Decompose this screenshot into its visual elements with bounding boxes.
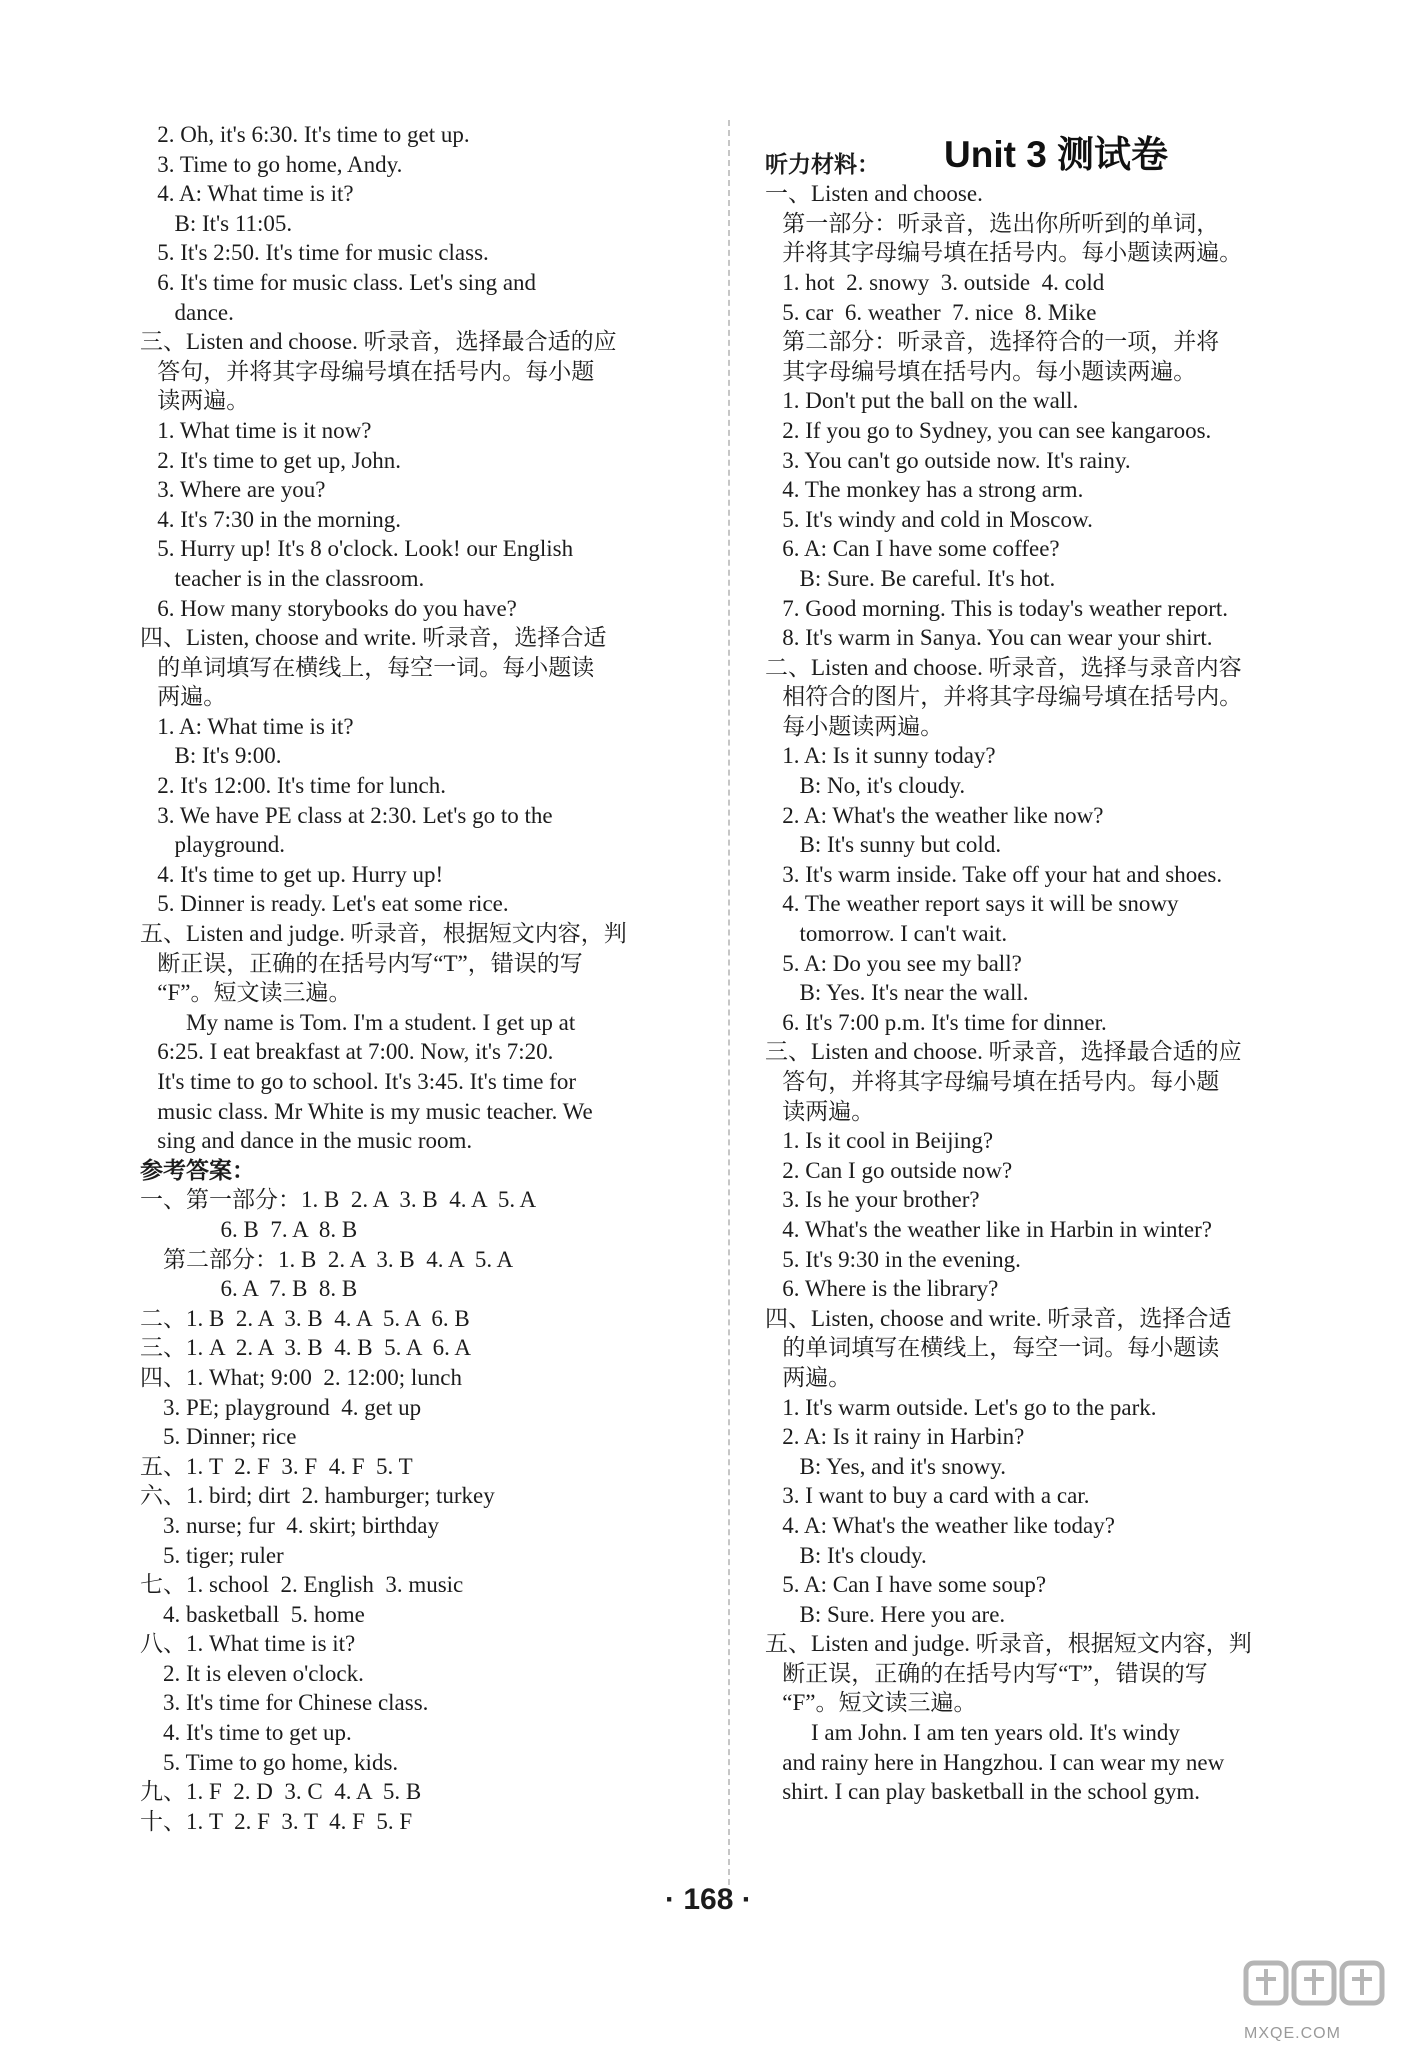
text-line: 3. nurse; fur 4. skirt; birthday: [140, 1512, 439, 1538]
text-line: 6. B 7. A 8. B: [140, 1216, 358, 1242]
text-line: My name is Tom. I'm a student. I get up at: [140, 1009, 576, 1035]
text-line: “F”。短文读三遍。: [765, 1690, 977, 1716]
text-line: 4. basketball 5. home: [140, 1601, 365, 1627]
text-line: 三、Listen and choose. 听录音，选择最合适的应: [140, 329, 617, 355]
text-line: 相符合的图片，并将其字母编号填在括号内。: [765, 684, 1243, 710]
text-line: 读两遍。: [140, 388, 250, 414]
text-line: I am John. I am ten years old. It's windy: [765, 1720, 1180, 1746]
text-line: 6. It's 7:00 p.m. It's time for dinner.: [765, 1009, 1107, 1035]
text-line: 5. It's 9:30 in the evening.: [765, 1246, 1021, 1272]
text-line: 读两遍。: [765, 1098, 875, 1124]
text-line: 2. It's 12:00. It's time for lunch.: [140, 773, 446, 799]
text-line: 九、1. F 2. D 3. C 4. A 5. B: [140, 1779, 422, 1805]
text-line: 5. Dinner is ready. Let's eat some rice.: [140, 891, 509, 917]
text-line: 1. hot 2. snowy 3. outside 4. cold: [765, 269, 1105, 295]
text-line: 6:25. I eat breakfast at 7:00. Now, it's 7:20.: [140, 1039, 554, 1065]
text-line: B: It's cloudy.: [765, 1542, 927, 1568]
text-line: 1. A: What time is it?: [140, 713, 354, 739]
text-line: 5. It's windy and cold in Moscow.: [765, 506, 1093, 532]
text-line: 2. Can I go outside now?: [765, 1157, 1013, 1183]
text-line: 三、Listen and choose. 听录音，选择最合适的应: [765, 1039, 1242, 1065]
text-line: 3. I want to buy a card with a car.: [765, 1483, 1090, 1509]
text-line: 1. Is it cool in Beijing?: [765, 1128, 994, 1154]
text-line: 听力材料：: [765, 151, 880, 177]
text-line: 答句，并将其字母编号填在括号内。每小题: [140, 358, 595, 384]
text-line: 1. What time is it now?: [140, 417, 372, 443]
text-line: 3. Time to go home, Andy.: [140, 151, 403, 177]
text-line: B: It's 9:00.: [140, 743, 282, 769]
text-line: tomorrow. I can't wait.: [765, 921, 1008, 947]
text-line: B: Sure. Here you are.: [765, 1601, 1006, 1627]
text-line: 6. A 7. B 8. B: [140, 1276, 358, 1302]
text-line: 4. It's 7:30 in the morning.: [140, 506, 401, 532]
text-line: 1. It's warm outside. Let's go to the park.: [765, 1394, 1157, 1420]
text-line: 3. We have PE class at 2:30. Let's go to the: [140, 802, 553, 828]
text-line: 4. The monkey has a strong arm.: [765, 477, 1084, 503]
text-line: 一、Listen and choose.: [765, 181, 983, 207]
text-line: 每小题读两遍。: [765, 713, 944, 739]
text-line: 6. How many storybooks do you have?: [140, 595, 517, 621]
text-line: 其字母编号填在括号内。每小题读两遍。: [765, 358, 1197, 384]
text-line: 答句，并将其字母编号填在括号内。每小题: [765, 1069, 1220, 1094]
text-line: 5. tiger; ruler: [140, 1542, 284, 1568]
text-line: B: Yes. It's near the wall.: [765, 980, 1029, 1006]
text-line: 4. It's time to get up. Hurry up!: [140, 861, 444, 887]
text-line: 5. It's 2:50. It's time for music class.: [140, 240, 489, 266]
text-line: 四、Listen, choose and write. 听录音，选择合适: [140, 625, 607, 651]
text-line: 第二部分：听录音，选择符合的一项，并将: [765, 329, 1220, 355]
text-line: 2. It's time to get up, John.: [140, 447, 401, 473]
text-line: B: Sure. Be careful. It's hot.: [765, 565, 1056, 591]
text-line: 八、1. What time is it?: [140, 1631, 356, 1657]
text-line: 并将其字母编号填在括号内。每小题读两遍。: [765, 240, 1243, 266]
text-line: 6. A: Can I have some coffee?: [765, 536, 1060, 562]
text-line: 5. Time to go home, kids.: [140, 1749, 399, 1775]
text-line: 2. It is eleven o'clock.: [140, 1660, 364, 1686]
text-line: B: Yes, and it's snowy.: [765, 1453, 1006, 1479]
text-line: 4. What's the weather like in Harbin in winter?: [765, 1216, 1212, 1242]
text-line: 参考答案：: [140, 1157, 255, 1183]
text-line: B: It's 11:05.: [140, 210, 293, 236]
text-line: 2. A: What's the weather like now?: [765, 802, 1104, 828]
text-line: 5. car 6. weather 7. nice 8. Mike: [765, 299, 1097, 325]
text-line: 4. A: What time is it?: [140, 181, 354, 207]
text-line: B: It's sunny but cold.: [765, 832, 1002, 858]
watermark-text: MXQE.COM: [1244, 2025, 1341, 2042]
text-line: 四、Listen, choose and write. 听录音，选择合适: [765, 1305, 1232, 1331]
text-line: 5. A: Can I have some soup?: [765, 1572, 1047, 1598]
text-line: 7. Good morning. This is today's weather report.: [765, 595, 1229, 621]
text-line: 2. If you go to Sydney, you can see kangaroos.: [765, 417, 1212, 443]
text-line: 3. PE; playground 4. get up: [140, 1394, 422, 1420]
text-line: 5. Dinner; rice: [140, 1424, 297, 1450]
text-line: 五、1. T 2. F 3. F 4. F 5. T: [140, 1453, 413, 1479]
text-line: 4. It's time to get up.: [140, 1720, 352, 1746]
text-line: 第一部分：听录音，选出你所听到的单词，: [765, 210, 1220, 236]
text-line: 六、1. bird; dirt 2. hamburger; turkey: [140, 1483, 495, 1509]
text-line: 四、1. What; 9:00 2. 12:00; lunch: [140, 1364, 462, 1390]
text-line: [765, 120, 1340, 150]
text-line: 3. You can't go outside now. It's rainy.: [765, 447, 1131, 473]
text-line: teacher is in the classroom.: [140, 565, 425, 591]
text-line: 一、第一部分：1. B 2. A 3. B 4. A 5. A: [140, 1187, 537, 1213]
text-line: 6. It's time for music class. Let's sing and: [140, 269, 537, 295]
text-line: 断正误，正确的在括号内写“T”，错误的写: [140, 950, 583, 976]
text-line: 3. Where are you?: [140, 477, 326, 503]
text-line: 3. It's warm inside. Take off your hat and shoes.: [765, 861, 1223, 887]
text-line: 两遍。: [140, 684, 227, 710]
text-line: 4. A: What's the weather like today?: [765, 1512, 1115, 1538]
right-column: [765, 120, 1340, 1807]
text-line: 8. It's warm in Sanya. You can wear your shirt.: [765, 625, 1213, 651]
text-line: 2. A: Is it rainy in Harbin?: [765, 1424, 1025, 1450]
text-line: 两遍。: [765, 1364, 852, 1390]
text-line: B: No, it's cloudy.: [765, 773, 966, 799]
text-line: 断正误，正确的在括号内写“T”，错误的写: [765, 1660, 1208, 1686]
page-number: · 168 ·: [665, 1883, 752, 1916]
text-line: 第二部分：1. B 2. A 3. B 4. A 5. A: [140, 1246, 514, 1272]
text-line: 6. Where is the library?: [765, 1276, 999, 1302]
text-line: music class. Mr White is my music teacher. We: [140, 1098, 593, 1124]
text-line: 二、Listen and choose. 听录音，选择与录音内容: [765, 654, 1242, 680]
column-divider: [728, 120, 730, 1885]
text-line: It's time to go to school. It's 3:45. It's time for: [140, 1069, 576, 1094]
left-column: [140, 120, 710, 1836]
text-line: 的单词填写在横线上，每空一词。每小题读: [765, 1335, 1220, 1361]
text-line: 七、1. school 2. English 3. music: [140, 1572, 464, 1598]
text-line: “F”。短文读三遍。: [140, 980, 352, 1006]
text-line: 3. It's time for Chinese class.: [140, 1690, 429, 1716]
text-line: 1. Don't put the ball on the wall.: [765, 388, 1079, 414]
text-line: shirt. I can play basketball in the school gym.: [765, 1779, 1200, 1805]
text-line: 3. Is he your brother?: [765, 1187, 980, 1213]
text-line: 二、1. B 2. A 3. B 4. A 5. A 6. B: [140, 1305, 470, 1331]
text-line: and rainy here in Hangzhou. I can wear my new: [765, 1749, 1225, 1775]
text-line: 2. Oh, it's 6:30. It's time to get up.: [140, 122, 470, 147]
text-line: 五、Listen and judge. 听录音，根据短文内容，判: [140, 921, 627, 947]
text-line: playground.: [140, 832, 286, 858]
text-line: 1. A: Is it sunny today?: [765, 743, 996, 769]
text-line: 三、1. A 2. A 3. B 4. B 5. A 6. A: [140, 1335, 472, 1361]
text-line: sing and dance in the music room.: [140, 1128, 473, 1154]
text-line: 5. A: Do you see my ball?: [765, 950, 1022, 976]
unit-title: Unit 3 测试卷: [944, 134, 1169, 175]
text-line: 4. The weather report says it will be snowy: [765, 891, 1179, 917]
text-line: 十、1. T 2. F 3. T 4. F 5. F: [140, 1808, 413, 1834]
text-line: dance.: [140, 299, 234, 325]
text-line: 五、Listen and judge. 听录音，根据短文内容，判: [765, 1631, 1252, 1657]
text-line: 5. Hurry up! It's 8 o'clock. Look! our English: [140, 536, 574, 562]
text-line: 的单词填写在横线上，每空一词。每小题读: [140, 654, 595, 680]
